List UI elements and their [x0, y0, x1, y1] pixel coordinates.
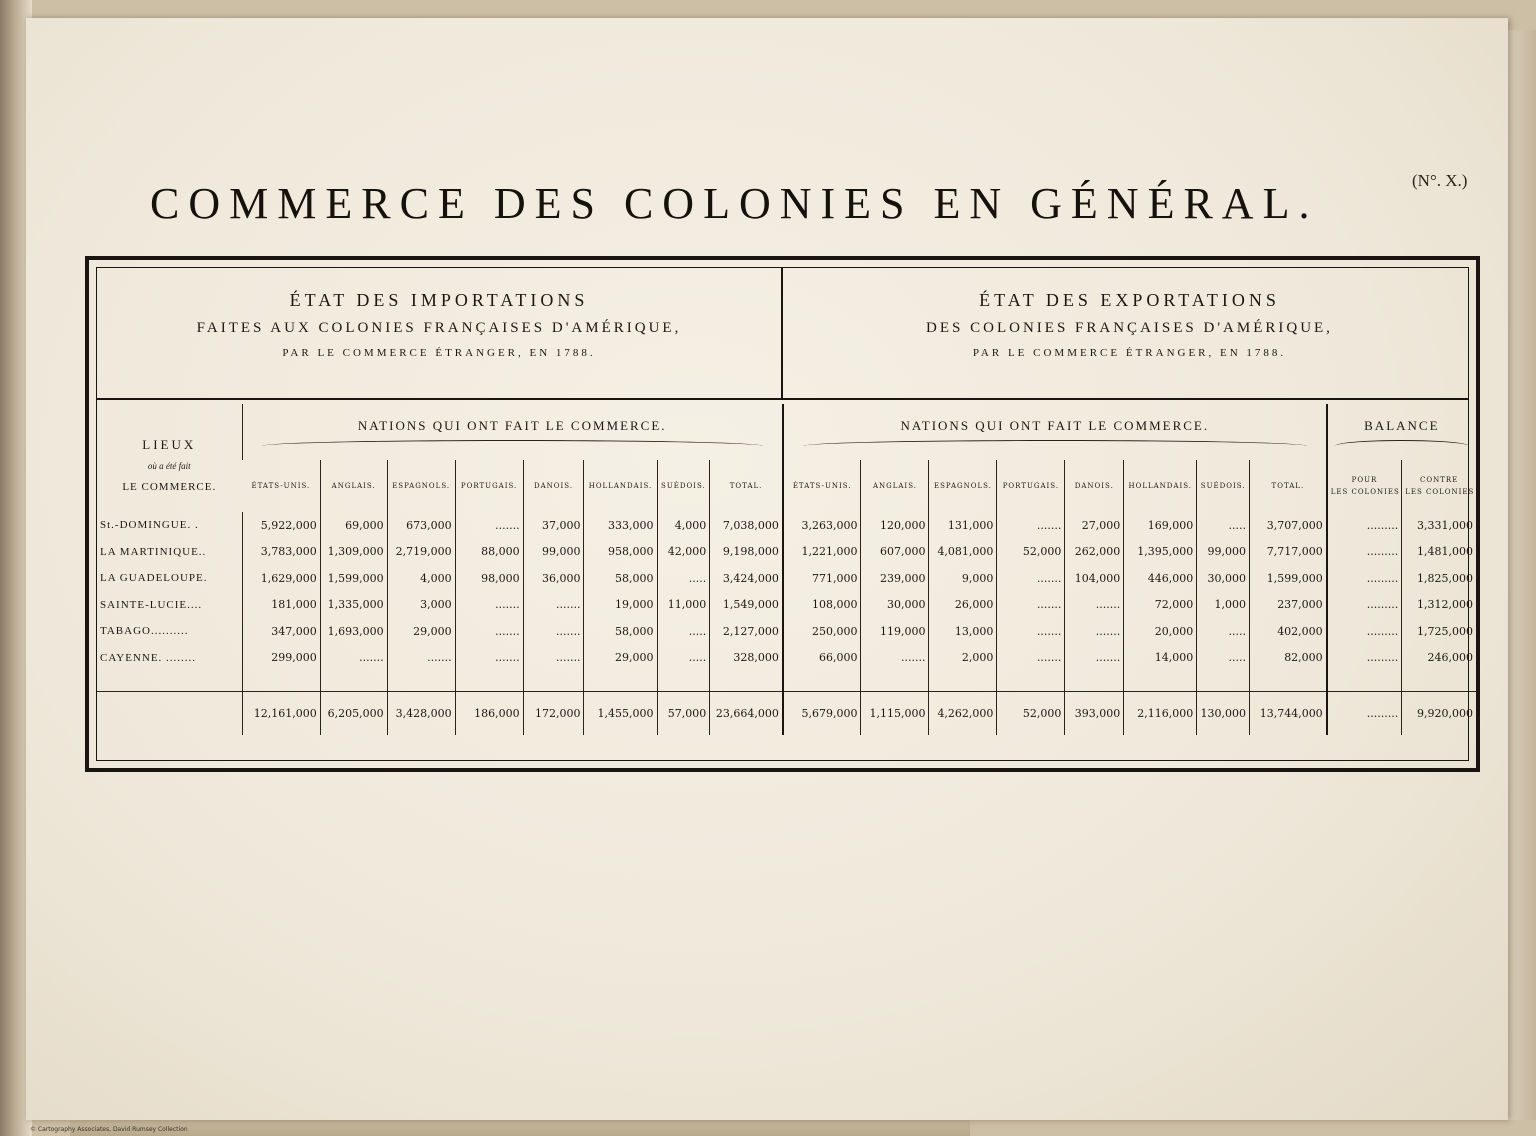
total-cell: 52,000: [997, 691, 1065, 735]
total-cell: 393,000: [1065, 691, 1124, 735]
export-cell: .......: [997, 565, 1065, 592]
spacer-cell: [523, 671, 584, 691]
table-row: [97, 645, 1476, 672]
place-name: SAINTE-LUCIE....: [100, 598, 203, 611]
spacer-cell: [455, 671, 523, 691]
export-cell: .....: [1197, 512, 1250, 539]
plate-number: (N°. X.): [1412, 171, 1468, 190]
spacer-row: [97, 671, 1476, 691]
import-cell: 88,000: [455, 539, 523, 566]
import-cell: 36,000: [523, 565, 584, 592]
export-cell: 104,000: [1065, 565, 1124, 592]
exports-header-line2: DES COLONIES FRANÇAISES D'AMÉRIQUE,: [926, 320, 1333, 336]
import-cell: 958,000: [584, 539, 657, 566]
group-header-row: [97, 404, 1476, 460]
balance-pour-cell: .........: [1327, 592, 1402, 619]
balance-contre-cell: 1,312,000: [1402, 592, 1476, 619]
col-exp-espagnols: ESPAGNOLS.: [929, 460, 997, 512]
import-cell: 11,000: [657, 592, 710, 619]
export-cell: 66,000: [783, 645, 861, 672]
col-balance-pour-line2: LES COLONIES: [1330, 488, 1400, 496]
import-cell: 2,719,000: [387, 539, 455, 566]
table-inner-frame: [96, 267, 1475, 761]
import-cell: .......: [523, 645, 584, 672]
total-cell: 3,428,000: [387, 691, 455, 735]
spacer-cell: [97, 671, 242, 691]
total-cell: 6,205,000: [320, 691, 387, 735]
import-cell: .......: [387, 645, 455, 672]
total-cell: 9,920,000: [1402, 691, 1476, 735]
import-cell: 1,309,000: [320, 539, 387, 566]
imports-nations-group: [242, 404, 783, 460]
export-cell: 250,000: [783, 618, 861, 645]
total-cell: 57,000: [657, 691, 710, 735]
import-cell: 1,335,000: [320, 592, 387, 619]
balance-contre-cell: 246,000: [1402, 645, 1476, 672]
export-cell: .......: [997, 618, 1065, 645]
spacer-cell: [242, 671, 320, 691]
col-imp-danois: DANOIS.: [523, 460, 584, 512]
imports-nations-title: NATIONS QUI ONT FAIT LE COMMERCE.: [357, 418, 667, 433]
table-row: [97, 618, 1476, 645]
import-cell: .....: [657, 565, 710, 592]
export-cell: 99,000: [1197, 539, 1250, 566]
export-cell: 1,000: [1197, 592, 1250, 619]
col-exp-suedois: SUÉDOIS.: [1197, 460, 1250, 512]
balance-contre-cell: 1,725,000: [1402, 618, 1476, 645]
import-cell: 1,629,000: [242, 565, 320, 592]
import-cell: 69,000: [320, 512, 387, 539]
imports-header: [97, 268, 783, 398]
import-cell: 1,549,000: [710, 592, 783, 619]
import-cell: 3,000: [387, 592, 455, 619]
spacer-cell: [783, 671, 861, 691]
table-frame: [85, 256, 1480, 772]
exports-brace: [803, 440, 1307, 446]
export-cell: .......: [861, 645, 929, 672]
export-cell: 82,000: [1250, 645, 1327, 672]
export-cell: 72,000: [1124, 592, 1197, 619]
col-imp-anglais: ANGLAIS.: [320, 460, 387, 512]
export-cell: .......: [1065, 592, 1124, 619]
import-cell: 9,198,000: [710, 539, 783, 566]
export-cell: 402,000: [1250, 618, 1327, 645]
export-cell: .....: [1197, 645, 1250, 672]
import-cell: 5,922,000: [242, 512, 320, 539]
import-cell: 4,000: [387, 565, 455, 592]
export-cell: 2,000: [929, 645, 997, 672]
import-cell: 181,000: [242, 592, 320, 619]
place-name: LA MARTINIQUE..: [100, 545, 207, 558]
import-cell: 1,599,000: [320, 565, 387, 592]
column-header-row: [97, 460, 1476, 512]
balance-contre-cell: 1,825,000: [1402, 565, 1476, 592]
col-imp-suedois: SUÉDOIS.: [657, 460, 710, 512]
exports-header: [783, 268, 1476, 398]
trade-table: [97, 404, 1476, 735]
export-cell: 27,000: [1065, 512, 1124, 539]
lieux-line1: LIEUX: [142, 437, 197, 452]
col-balance-contre-line2: LES COLONIES: [1405, 488, 1475, 496]
export-cell: 262,000: [1065, 539, 1124, 566]
table-row: [97, 539, 1476, 566]
col-exp-hollandais: HOLLANDAIS.: [1124, 460, 1197, 512]
total-cell: 172,000: [523, 691, 584, 735]
export-cell: .......: [997, 512, 1065, 539]
balance-title: BALANCE: [1364, 418, 1440, 433]
col-exp-portugais: PORTUGAIS.: [997, 460, 1065, 512]
import-cell: 1,693,000: [320, 618, 387, 645]
import-cell: 3,424,000: [710, 565, 783, 592]
export-cell: 1,221,000: [783, 539, 861, 566]
import-cell: 19,000: [584, 592, 657, 619]
balance-pour-cell: .........: [1327, 645, 1402, 672]
lieux-line2: où a été fait: [147, 461, 191, 471]
spacer-cell: [657, 671, 710, 691]
export-cell: 30,000: [1197, 565, 1250, 592]
import-cell: .......: [523, 618, 584, 645]
exports-header-line1: ÉTAT DES EXPORTATIONS: [979, 290, 1280, 310]
export-cell: 119,000: [861, 618, 929, 645]
import-cell: 29,000: [584, 645, 657, 672]
col-balance-contre-line1: CONTRE: [1419, 476, 1459, 484]
export-cell: 108,000: [783, 592, 861, 619]
balance-pour-cell: .........: [1327, 565, 1402, 592]
export-cell: 1,599,000: [1250, 565, 1327, 592]
place-name: CAYENNE. ........: [100, 651, 197, 664]
total-cell: 1,455,000: [584, 691, 657, 735]
col-imp-total: TOTAL.: [710, 460, 783, 512]
export-cell: .......: [1065, 618, 1124, 645]
total-cell: 2,116,000: [1124, 691, 1197, 735]
export-cell: 3,263,000: [783, 512, 861, 539]
spacer-cell: [584, 671, 657, 691]
spacer-cell: [1197, 671, 1250, 691]
table-row: [97, 512, 1476, 539]
import-cell: .....: [657, 618, 710, 645]
collection-credit: © Cartography Associates, David Rumsey Collection: [30, 1126, 188, 1133]
export-cell: .......: [997, 645, 1065, 672]
total-cell: 186,000: [455, 691, 523, 735]
total-cell: 12,161,000: [242, 691, 320, 735]
import-cell: 37,000: [523, 512, 584, 539]
export-cell: 9,000: [929, 565, 997, 592]
total-cell: 13,744,000: [1250, 691, 1327, 735]
imports-brace: [262, 440, 763, 446]
import-cell: 299,000: [242, 645, 320, 672]
imports-header-line2: FAITES AUX COLONIES FRANÇAISES D'AMÉRIQUE,: [196, 320, 682, 336]
export-cell: 30,000: [861, 592, 929, 619]
spacer-cell: [997, 671, 1065, 691]
import-cell: .......: [455, 592, 523, 619]
trade-table-area: [97, 404, 1475, 760]
exports-nations-title: NATIONS QUI ONT FAIT LE COMMERCE.: [900, 418, 1210, 433]
spacer-cell: [1402, 671, 1476, 691]
col-imp-espagnols: ESPAGNOLS.: [387, 460, 455, 512]
export-cell: 3,707,000: [1250, 512, 1327, 539]
import-cell: 58,000: [584, 618, 657, 645]
export-cell: 237,000: [1250, 592, 1327, 619]
import-cell: 2,127,000: [710, 618, 783, 645]
import-cell: 58,000: [584, 565, 657, 592]
export-cell: 607,000: [861, 539, 929, 566]
place-name: LA GUADELOUPE.: [100, 572, 208, 585]
export-cell: 120,000: [861, 512, 929, 539]
total-cell: .........: [1327, 691, 1402, 735]
export-cell: 239,000: [861, 565, 929, 592]
import-cell: .....: [657, 645, 710, 672]
table-body: [97, 512, 1476, 691]
balance-contre-cell: 3,331,000: [1402, 512, 1476, 539]
export-cell: 169,000: [1124, 512, 1197, 539]
export-cell: 13,000: [929, 618, 997, 645]
totals-row: [97, 691, 1476, 735]
export-cell: .......: [1065, 645, 1124, 672]
balance-pour-cell: .........: [1327, 618, 1402, 645]
table-row: [97, 565, 1476, 592]
lieux-header: [97, 404, 242, 512]
import-cell: 29,000: [387, 618, 455, 645]
export-cell: .....: [1197, 618, 1250, 645]
import-cell: 3,783,000: [242, 539, 320, 566]
balance-group: [1327, 404, 1476, 460]
import-cell: 347,000: [242, 618, 320, 645]
place-name: St.-DOMINGUE. .: [100, 519, 199, 532]
export-cell: 131,000: [929, 512, 997, 539]
import-cell: .......: [455, 618, 523, 645]
import-cell: 42,000: [657, 539, 710, 566]
spacer-cell: [1327, 671, 1402, 691]
import-cell: 7,038,000: [710, 512, 783, 539]
total-cell: 5,679,000: [783, 691, 861, 735]
spacer-cell: [1065, 671, 1124, 691]
import-cell: 328,000: [710, 645, 783, 672]
import-cell: .......: [320, 645, 387, 672]
total-cell: 130,000: [1197, 691, 1250, 735]
col-exp-total: TOTAL.: [1250, 460, 1327, 512]
import-cell: .......: [455, 512, 523, 539]
col-balance-pour-line1: POUR: [1351, 476, 1378, 484]
balance-contre-cell: 1,481,000: [1402, 539, 1476, 566]
export-cell: .......: [997, 592, 1065, 619]
spacer-cell: [1250, 671, 1327, 691]
exports-header-line3: PAR LE COMMERCE ÉTRANGER, EN 1788.: [972, 347, 1287, 359]
export-cell: 14,000: [1124, 645, 1197, 672]
export-cell: 1,395,000: [1124, 539, 1197, 566]
spacer-cell: [710, 671, 783, 691]
export-cell: 20,000: [1124, 618, 1197, 645]
lieux-line3: LE COMMERCE.: [122, 481, 217, 493]
col-imp-etats-unis: ÉTATS-UNIS.: [251, 482, 311, 490]
total-cell: 4,262,000: [929, 691, 997, 735]
totals-label-cell: [97, 691, 242, 735]
col-exp-danois: DANOIS.: [1065, 460, 1124, 512]
export-cell: 4,081,000: [929, 539, 997, 566]
imports-header-line3: PAR LE COMMERCE ÉTRANGER, EN 1788.: [282, 347, 596, 359]
import-cell: 333,000: [584, 512, 657, 539]
import-cell: 99,000: [523, 539, 584, 566]
spacer-cell: [320, 671, 387, 691]
balance-pour-cell: .........: [1327, 512, 1402, 539]
page-title: COMMERCE DES COLONIES EN GÉNÉRAL.: [150, 179, 1319, 228]
import-cell: 673,000: [387, 512, 455, 539]
table-row: [97, 592, 1476, 619]
import-cell: 4,000: [657, 512, 710, 539]
export-cell: 7,717,000: [1250, 539, 1327, 566]
spacer-cell: [387, 671, 455, 691]
col-imp-hollandais: HOLLANDAIS.: [584, 460, 657, 512]
place-name: TABAGO..........: [100, 625, 189, 638]
import-cell: .......: [523, 592, 584, 619]
export-cell: 52,000: [997, 539, 1065, 566]
col-balance-pour: [1327, 460, 1402, 512]
col-imp-portugais: PORTUGAIS.: [455, 460, 523, 512]
export-cell: 26,000: [929, 592, 997, 619]
spacer-cell: [929, 671, 997, 691]
import-cell: 98,000: [455, 565, 523, 592]
export-cell: 446,000: [1124, 565, 1197, 592]
total-cell: 23,664,000: [710, 691, 783, 735]
header-divider: [97, 398, 1468, 400]
exports-nations-group: [783, 404, 1327, 460]
col-exp-etats-unis: ÉTATS-UNIS.: [783, 460, 861, 512]
balance-pour-cell: .........: [1327, 539, 1402, 566]
spacer-cell: [861, 671, 929, 691]
balance-brace: [1335, 440, 1469, 446]
spacer-cell: [1124, 671, 1197, 691]
total-cell: 1,115,000: [861, 691, 929, 735]
col-exp-anglais: ANGLAIS.: [861, 460, 929, 512]
col-balance-contre: [1402, 460, 1476, 512]
import-cell: .......: [455, 645, 523, 672]
export-cell: 771,000: [783, 565, 861, 592]
imports-header-line1: ÉTAT DES IMPORTATIONS: [289, 290, 589, 310]
